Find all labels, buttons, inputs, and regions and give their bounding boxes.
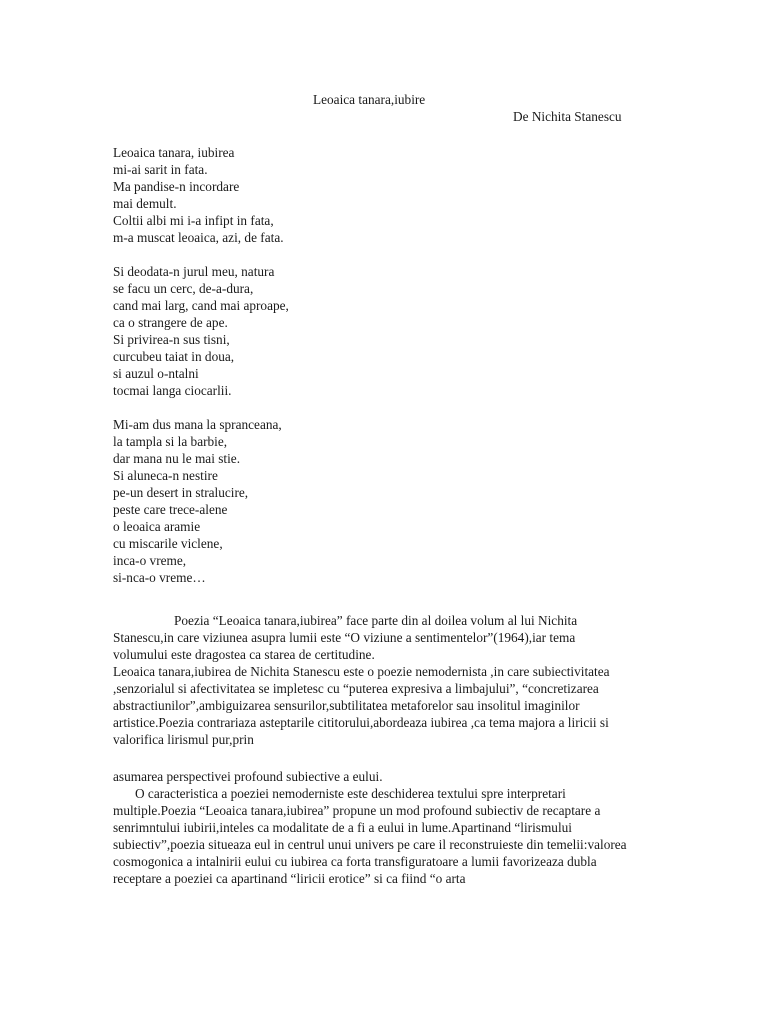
poem-line: cand mai larg, cand mai aproape, (113, 298, 289, 313)
poem-line: Ma pandise-n incordare (113, 179, 240, 194)
poem-line: curcubeu taiat in doua, (113, 349, 235, 364)
poem-line: si auzul o-ntalni (113, 366, 199, 381)
essay-paragraph: Poezia “Leoaica tanara,iubirea” face parte din al doilea volum al lui Nichita Stanescu,in care viziunea asupra lumii este “O viziune a sentimentelor”(1964),iar tema volumului este dragostea ca starea de certitudine. (113, 613, 578, 662)
poem-line: la tampla si la barbie, (113, 434, 228, 449)
stanza (113, 416, 289, 586)
poem-line: Mi-am dus mana la spranceana, (113, 417, 282, 432)
essay-section-intro (113, 612, 633, 748)
poem-line: se facu un cerc, de-a-dura, (113, 281, 254, 296)
poem-line: mai demult. (113, 196, 177, 211)
poem-line: peste care trece-alene (113, 502, 228, 517)
poem-line: m-a muscat leoaica, azi, de fata. (113, 230, 284, 245)
poem-line: Coltii albi mi i-a infipt in fata, (113, 213, 274, 228)
poem-line: tocmai langa ciocarlii. (113, 383, 232, 398)
poem-line: o leoaica aramie (113, 519, 201, 534)
poem-line: inca-o vreme, (113, 553, 187, 568)
essay-paragraph: Leoaica tanara,iubirea de Nichita Stanescu este o poezie nemodernista ,in care subiectivitatea ,senzorialul si afectivitatea se impletesc cu “puterea expresiva a limbajului”, “concretizarea abstractiunilor”,ambiguizarea sensurilor,subtilitatea metaforelor sau insolitul imaginilor artistice.Poezia contrariaza asteptarile cititorului,abordeaza iubirea ,ca tema majora a liricii si valorifica lirismul pur,prin (113, 664, 610, 747)
poem-line: pe-un desert in stralucire, (113, 485, 249, 500)
poem-line: si-nca-o vreme… (113, 570, 206, 585)
essay-paragraph: asumarea perspectivei profound subiective a eului. (113, 769, 383, 784)
poem-line: Leoaica tanara, iubirea (113, 145, 235, 160)
poem-line: ca o strangere de ape. (113, 315, 228, 330)
poem-body (113, 144, 289, 603)
essay-section-analysis (113, 768, 633, 887)
poem-title: Leoaica tanara,iubire (313, 92, 426, 107)
poem-line: dar mana nu le mai stie. (113, 451, 241, 466)
poem-author: De Nichita Stanescu (513, 109, 622, 124)
poem-line: Si privirea-n sus tisni, (113, 332, 230, 347)
poem-line: Si deodata-n jurul meu, natura (113, 264, 275, 279)
essay-paragraph: O caracteristica a poeziei nemoderniste este deschiderea textului spre interpretari multiple.Poezia “Leoaica tanara,iubirea” propune un mod profound subiectiv de recaptare a senrimntului iubirii,inteles ca modalitate de a fi a eului in lume.Apartinand “lirismului subiectiv”,poezia situeaza eul in centrul unui univers pe care il reconstruieste din temelii:valorea cosmogonica a intalnirii eului cu iubirea ca forta transfiguratoare a lumii favorizeaza dubla receptare a poeziei ca apartinand “liricii erotice” si ca fiind “o arta (113, 786, 627, 886)
poem-line: mi-ai sarit in fata. (113, 162, 208, 177)
stanza (113, 263, 289, 399)
poem-line: cu miscarile viclene, (113, 536, 223, 551)
poem-line: Si aluneca-n nestire (113, 468, 218, 483)
stanza (113, 144, 289, 246)
